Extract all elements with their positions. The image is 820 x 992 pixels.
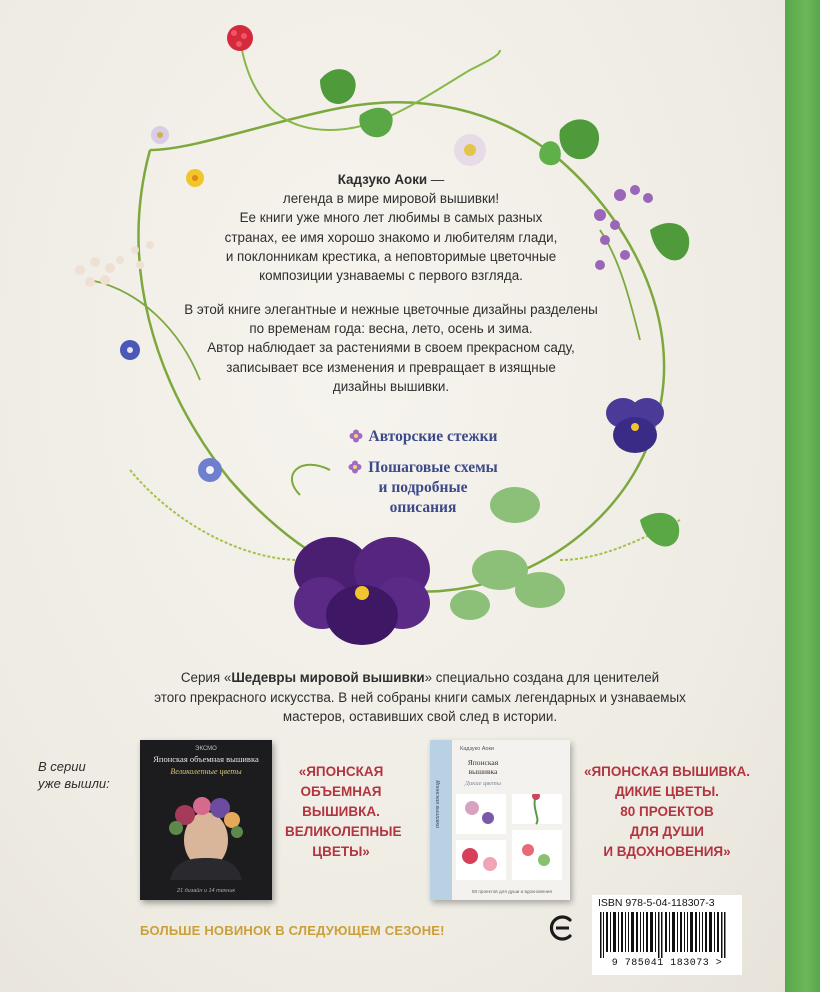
caption-line: ВЫШИВКА. [302,804,380,819]
intro-dash: — [427,172,445,187]
feature-label: описания [389,499,457,516]
caption-line: «ЯПОНСКАЯ ВЫШИВКА. [583,764,751,779]
book-title-line: Японская [467,758,499,767]
book-spine [430,740,452,900]
book-cover-wild-flowers [430,740,570,900]
caption-line: ДИКИЕ ЦВЕТЫ. [615,784,719,799]
portrait-with-flower-crown [140,780,272,880]
intro-text [176,170,606,285]
book-cover-volumetric-embroidery [140,740,272,900]
embroidery-samples-collage [456,794,568,884]
series-prefix: Серия « [180,670,232,685]
book-footer: 80 проектов для души и вдохновения [472,889,552,894]
violet-flower-icon [348,460,362,474]
isbn-digits: 9 785041 183073 > [611,958,723,969]
barcode-icon [600,912,728,958]
feature-schemes [328,458,518,518]
eksmo-logo-icon [548,914,576,942]
series-name: Шедевры мировой вышивки [231,670,425,685]
caption-line: И ВДОХНОВЕНИЯ» [603,844,731,859]
book-title-line: вышивка [468,767,498,776]
book-footer: 21 дизайн и 14 техник [177,888,235,894]
more-news-banner: БОЛЬШЕ НОВИНОК В СЛЕДУЮЩЕМ СЕЗОНЕ! [140,923,445,938]
already-line: В серии [38,759,86,774]
intro-line: легенда в мире мировой вышивки! [282,191,500,207]
series-description [120,668,720,727]
caption-line: ДЛЯ ДУШИ [630,824,704,839]
book-title [458,758,508,776]
author-name: Кадзуко Аоки [337,172,428,187]
book-spine-title: Японская вышивка [434,780,440,828]
green-edge-strip [785,0,820,992]
description-line: записывает все изменения и превращает в изящные [226,359,556,375]
caption-line: ЦВЕТЫ» [312,844,370,859]
isbn-label: ISBN 978-5-04-118307-3 [598,897,715,909]
description-line: дизайны вышивки. [332,378,450,394]
feature-label: и подробные [378,479,468,496]
caption-line: «ЯПОНСКАЯ [298,764,384,779]
book-title: Японская объемная вышивка [153,754,259,764]
intro-line: композиции узнаваемы с первого взгляда. [259,268,523,284]
series-line: этого прекрасного искусства. В ней собраны книги самых легендарных и узнаваемых [154,689,686,705]
book-subtitle: Дикие цветы [464,780,502,787]
series-line: мастеров, оставивших свой след в истории. [282,709,558,724]
description-line: Автор наблюдает за растениями в своем прекрасном саду, [207,340,575,356]
caption-line: ОБЪЕМНАЯ [300,784,382,799]
isbn-barcode-block [592,895,742,975]
book2-caption [572,762,762,862]
book-publisher: ЭКСМО [195,746,217,752]
intro-line: Ее книги уже много лет любимы в самых разных [239,210,543,226]
intro-line: странах, ее имя хорошо знакомо и любителям глади, [224,229,558,245]
description-text [176,300,606,396]
description-line: В этой книге элегантные и нежные цветочные дизайны разделены [184,302,598,317]
violet-flower-icon [349,429,363,443]
intro-line: и поклонникам крестика, а неповторимые цветочные [225,248,557,264]
caption-line: 80 ПРОЕКТОВ [620,804,714,819]
feature-label: Авторские стежки [368,428,498,445]
book-subtitle: Великолепные цветы [170,767,242,776]
already-line: уже вышли: [38,776,110,791]
feature-label: Пошаговые схемы [368,459,498,476]
book1-caption [285,762,402,862]
book-author: Кадзуко Аоки [460,746,494,752]
description-line: по временам года: весна, лето, осень и зима. [249,321,533,337]
feature-stitches [328,427,518,447]
caption-line: ВЕЛИКОЛЕПНЫЕ [285,824,402,839]
already-published-label [38,758,128,792]
series-suffix: » специально создана для ценителей [424,670,660,685]
